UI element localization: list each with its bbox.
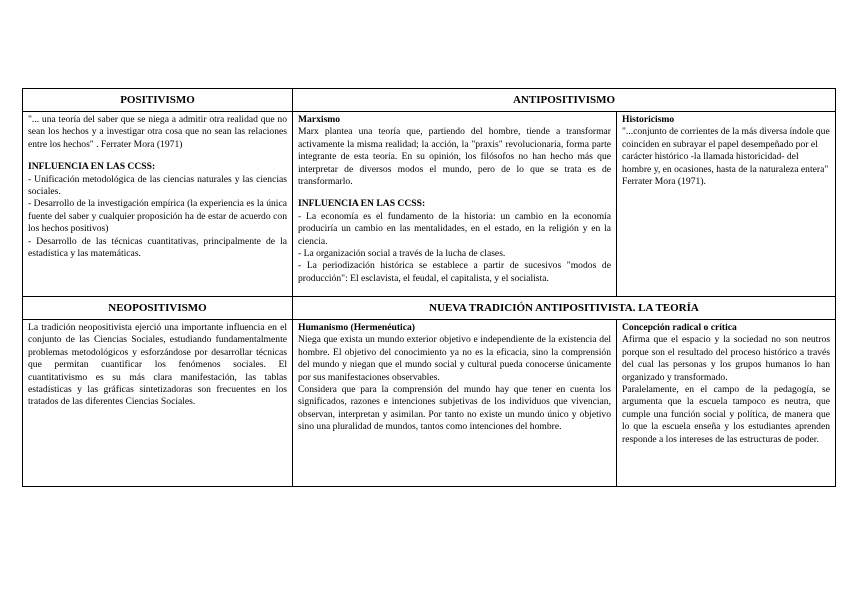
cell-positivismo [23,112,293,297]
marxismo-title: Marxismo [298,114,341,125]
historicismo-text: "...conjunto de corrientes de la más diversa índole que coinciden en subrayar el papel desempeñado por el carácter histórico -la llamada historicidad- del hombre y, en ocasiones, hasta de la naturaleza entera" Ferrater Mora (1971). [622,126,830,188]
historicismo-title: Historicismo [622,114,675,125]
humanismo-paragraph: Considera que para la comprensión del mundo hay que tener en cuenta los significados, razones e intenciones subjetivas de los individuos que vivencian, observan, interpretan y asimilan. Por tanto no existe un mundo único y objetivo sino una pluralidad de mundos, tantos como intenciones del hombre. [298,384,611,433]
cell-humanismo [293,320,617,487]
humanismo-title: Humanismo (Hermenéutica) [298,322,415,333]
concepcion-paragraph: Paralelamente, en el campo de la pedagogía, se argumenta que la escuela tampoco es neutra, que cumple una función social y política, de manera que lo que la escuela enseña y los estudiantes aprenden responde a los intereses de las estructuras de poder. [622,384,831,445]
cell-marxismo [293,112,617,297]
cell-historicismo [617,112,836,297]
marxismo-influence-item: - La economía es el fundamento de la historia: un cambio en la economía produciría un cambio en las mentalidades, en el estado, en la religión y en la ciencia. [298,210,611,247]
header-neopositivismo: NEOPOSITIVISMO [23,297,293,320]
header-positivismo: POSITIVISMO [23,89,293,112]
positivismo-influence-item: - Desarrollo de la investigación empírica (la experiencia es la única fuente del saber y cualquier proposición ha de estar de acuerdo con los hechos positivos) [28,198,287,235]
comparison-table [22,88,836,487]
header-nueva-tradicion: NUEVA TRADICIÓN ANTIPOSITIVISTA. LA TEORÍA [293,297,836,320]
marxismo-influence-item: - La periodización histórica se establece a partir de sucesivos "modos de producción": El esclavista, el feudal, el capitalista, y el socialista. [298,260,611,284]
marxismo-influence-title: INFLUENCIA EN LAS CCSS: [298,198,426,210]
marxismo-text: Marx plantea una teoría que, partiendo del hombre, tiende a transformar activamente la misma realidad; la acción, la "praxis" revolucionaria, forma parte integrante de esta teoría. En su opinión, los filósofos no han hecho más que interpretar de diversos modos el mundo, pero de lo que se trata es de transformarlo. [298,126,611,188]
positivismo-influence-item: - Desarrollo de las técnicas cuantitativas, principalmente de la estadística y las matemáticas. [28,235,287,260]
cell-neopositivismo [23,320,293,487]
cell-concepcion-critica [617,320,836,487]
positivismo-influence-item: - Unificación metodológica de las ciencias naturales y las ciencias sociales. [28,173,287,198]
header-antipositivismo: ANTIPOSITIVISMO [293,89,836,112]
concepcion-title: Concepción radical o crítica [622,322,737,333]
marxismo-influence-item: - La organización social a través de la lucha de clases. [298,248,506,260]
concepcion-paragraph: Afirma que el espacio y la sociedad no son neutros porque son el resultado del proceso histórico a través del cual las personas y los grupos humanos lo han organizado y transformado. [622,334,831,383]
positivismo-quote: "... una teoría del saber que se niega a admitir otra realidad que no sean los hechos y a investigar otra cosa que no sean las relaciones entre los hechos" . Ferrater Mora (1971) [28,114,287,150]
humanismo-paragraph: Niega que exista un mundo exterior objetivo e independiente de la existencia del hombre. El objetivo del conocimiento ya no es la eficacia, sino la comprensión del mundo y niegan que el mundo social y cultural pueda conocerse únicamente por sus manifestaciones observables. [298,334,611,383]
positivismo-influence-title: INFLUENCIA EN LAS CCSS: [28,161,156,173]
neopositivismo-text: La tradición neopositivista ejerció una importante influencia en el conjunto de las Ciencias Sociales, estudiando fundamentalmente problemas metodológicos y esforzándose por desarrollar técnicas que permitan cuantificar los fenómenos sociales. El cuantitativismo es su más clara manifestación, las tablas estadísticas y las gráficas sintetizadoras son frecuentes en los tratados de las diferentes Ciencias Sociales. [28,322,287,408]
